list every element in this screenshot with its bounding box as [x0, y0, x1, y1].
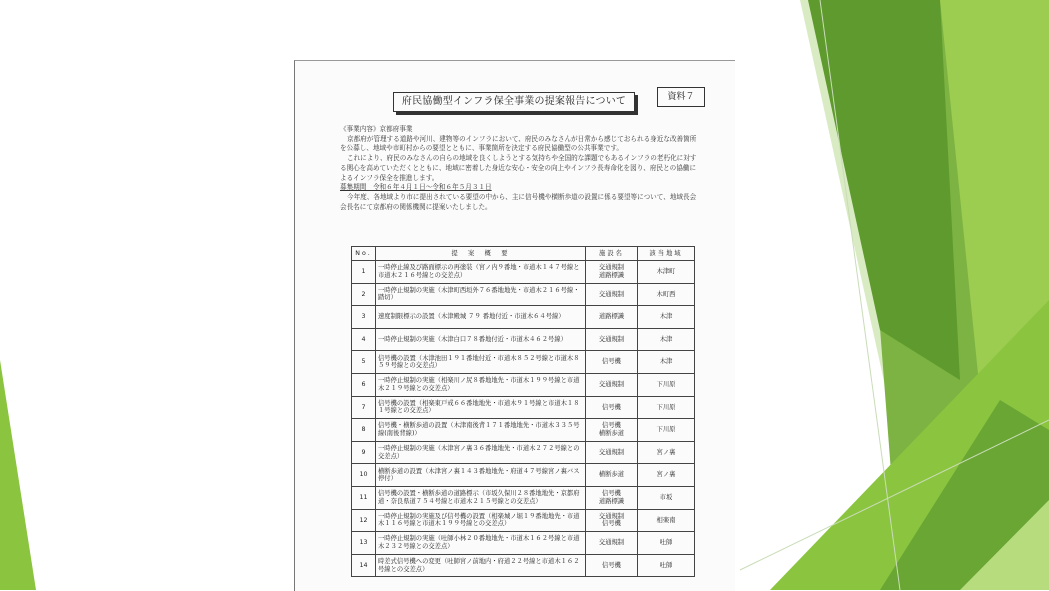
row-area: 木津 [638, 351, 695, 374]
row-facility: 信号機 [586, 351, 638, 374]
paragraph-2: これにより、府民のみなさんの自らの地域を良くしようとする気持ちや全国的な課題でもあるインフラの老朽化に対する関心を高めていただくとともに、地域に密着した身近な安心・安全の向上やインフラ長寿命化を図り、府民との協働によるインフラ保全を推進します。 [340, 154, 697, 182]
document-id-badge: 資料７ [657, 87, 705, 107]
row-summary: 速度制限標示の設置（木津殿城 ７９ 番地付近・市道木６４号線） [376, 306, 586, 329]
row-area: 吐師 [638, 532, 695, 555]
row-no: 6 [352, 373, 376, 396]
row-summary: 時差式信号機への変更（吐師宮ノ前地内・府道２２号線と市道木１６２号線との交差点） [376, 554, 586, 577]
left-green-triangle [0, 360, 36, 590]
row-facility: 交通規制 [586, 283, 638, 306]
table-row [352, 328, 695, 351]
row-summary: 一時停止規制の実施（木津町西垣外７６番地地先・市道木２１６号線・踏切） [376, 283, 586, 306]
row-area: 宮ノ裏 [638, 441, 695, 464]
row-summary: 一時停止規制の実施及び信号機の設置（相楽城ノ堀１９番地地先・市道木１１６号線と市道木１９９号線との交差点） [376, 509, 586, 532]
row-facility: 信号機 横断歩道 [586, 419, 638, 442]
row-no: 11 [352, 486, 376, 509]
row-no: 2 [352, 283, 376, 306]
row-summary: 信号機の設置・横断歩道の道路標示（市坂久保川２８番地地先・京都府道・奈良県道７５４号線と市道木２１５号線との交差点） [376, 486, 586, 509]
row-summary: 一時停止規制の実施（吐師小林２０番地地先・市道木１６２号線と市道木２３２号線との交差点） [376, 532, 586, 555]
row-no: 8 [352, 419, 376, 442]
recruitment-period: 募集期間 令和６年４月１日～令和６年５月３１日 [340, 183, 492, 192]
row-facility: 交通規制 道路標識 [586, 261, 638, 284]
row-facility: 道路標識 [586, 306, 638, 329]
header-facility: 施設名 [586, 247, 638, 261]
row-area: 市坂 [638, 486, 695, 509]
row-no: 3 [352, 306, 376, 329]
business-heading: 《事業内容》京都府事業 [340, 125, 413, 133]
row-no: 12 [352, 509, 376, 532]
row-summary: 一時停止線及び路面標示の再塗装（宮ノ内９番地・市道木１４７号線と市道木２１６号線との交差点） [376, 261, 586, 284]
row-summary: 一時停止規制の実施（相楽川ノ尻８番地地先・市道木１９９号線と市道木２１９号線との交差点） [376, 373, 586, 396]
table-row [352, 306, 695, 329]
table-header-row [352, 247, 695, 261]
table-row [352, 283, 695, 306]
row-facility: 信号機 [586, 396, 638, 419]
row-no: 10 [352, 464, 376, 487]
row-no: 14 [352, 554, 376, 577]
row-summary: 信号機の設置（木津池田１９１番地付近・市道木８５２号線と市道木８５９号線との交差点） [376, 351, 586, 374]
row-no: 4 [352, 328, 376, 351]
table-row [352, 351, 695, 374]
row-facility: 交通規制 [586, 532, 638, 555]
header-no: No. [352, 247, 376, 261]
table-body [352, 261, 695, 577]
table-row [352, 419, 695, 442]
row-facility: 信号機 [586, 554, 638, 577]
table-row [352, 464, 695, 487]
row-summary: 一時停止規制の実施（木津白口７８番地付近・市道木４６２号線） [376, 328, 586, 351]
row-area: 下川原 [638, 373, 695, 396]
document-title: 府民協働型インフラ保全事業の提案報告について [393, 92, 635, 112]
right-dark-band [808, 0, 960, 380]
table-row [352, 441, 695, 464]
row-no: 5 [352, 351, 376, 374]
table-row [352, 486, 695, 509]
row-area: 相楽南 [638, 509, 695, 532]
row-summary: 信号機・横断歩道の設置（木津南後背１７１番地地先・市道木３３５号線(南後背線)） [376, 419, 586, 442]
row-summary: 信号機の設置（相楽東戸戒６６番地地先・市道木９１号線と市道木１８１号線との交差点） [376, 396, 586, 419]
table-row [352, 261, 695, 284]
header-area: 該当地域 [638, 247, 695, 261]
table-row [352, 373, 695, 396]
table-row [352, 396, 695, 419]
row-facility: 交通規制 信号機 [586, 509, 638, 532]
row-no: 9 [352, 441, 376, 464]
header-summary: 提 案 概 要 [376, 247, 586, 261]
row-no: 7 [352, 396, 376, 419]
row-area: 木津 [638, 306, 695, 329]
row-area: 下川原 [638, 419, 695, 442]
paragraph-1: 京都府が管理する道路や河川、建物等のインフラにおいて、府民のみなさんが日常から感じておられる身近な改善箇所を公募し、地域や市町村からの要望とともに、事業箇所を決定する府民協働型の公共事業です。 [340, 134, 697, 153]
row-no: 1 [352, 261, 376, 284]
table-row [352, 532, 695, 555]
row-facility: 交通規制 [586, 373, 638, 396]
row-area: 木津町 [638, 261, 695, 284]
row-area: 吐師 [638, 554, 695, 577]
proposals-table [351, 246, 695, 577]
table-row [352, 509, 695, 532]
scanned-document [294, 60, 735, 591]
row-area: 木津 [638, 328, 695, 351]
row-area: 木町西 [638, 283, 695, 306]
paragraph-3: 今年度、各地域より市に提出されている要望の中から、主に信号機や横断歩道の設置に係る要望等について、地域長会会長名にて京都府の関係機関に提案いたしました。 [340, 192, 697, 211]
row-summary: 一時停止規制の実施（木津宮ノ裏３６番地地先・市道木２７２号線との交差点） [376, 441, 586, 464]
row-facility: 交通規制 [586, 328, 638, 351]
document-body [340, 125, 700, 212]
row-area: 宮ノ裏 [638, 464, 695, 487]
row-no: 13 [352, 532, 376, 555]
row-area: 下川原 [638, 396, 695, 419]
row-facility: 信号機 道路標識 [586, 486, 638, 509]
row-facility: 交通規制 [586, 441, 638, 464]
row-facility: 横断歩道 [586, 464, 638, 487]
row-summary: 横断歩道の設置（木津宮ノ裏１４３番地地先・府道４７号線宮ノ裏バス停付） [376, 464, 586, 487]
table-row [352, 554, 695, 577]
